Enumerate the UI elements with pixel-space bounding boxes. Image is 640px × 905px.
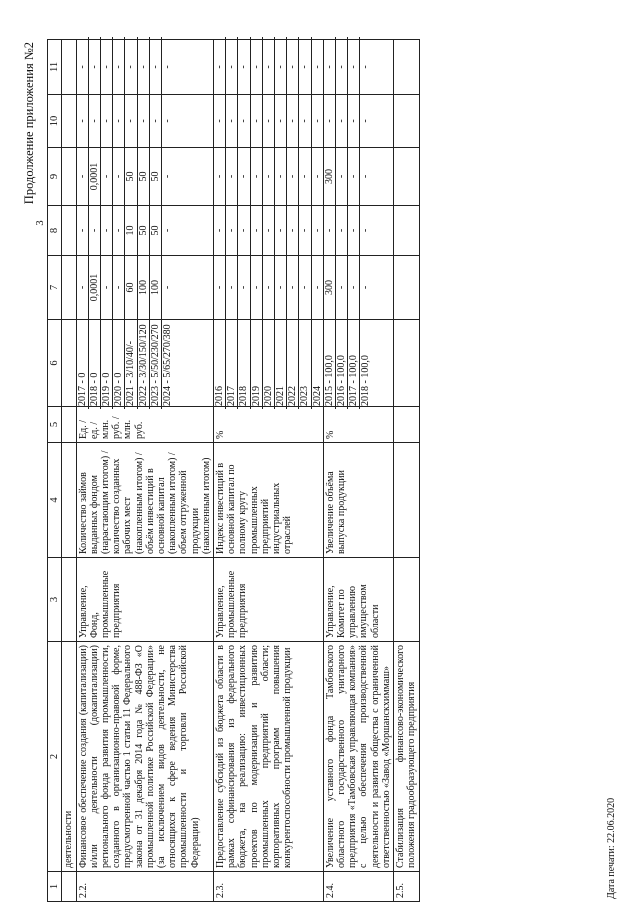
col7-values-value: - (113, 253, 125, 322)
unit: Ед. / ед. / млн. руб. / млн. руб. (76, 406, 213, 442)
group-header-row (34, 39, 48, 901)
col9-values-value: 50 (138, 145, 150, 208)
table-row (394, 39, 419, 901)
col9-values-value: - (226, 145, 238, 208)
years-values-value: 2022 (287, 317, 299, 409)
col10-values-value: - (275, 92, 287, 150)
executor: Управление, Фонд, промышленные предприятия (76, 558, 213, 642)
col7-values (62, 255, 76, 319)
continuation-label: Продолжение приложения №2 (22, 42, 36, 205)
column-numbers-row (48, 39, 62, 901)
col7-values-value: - (299, 253, 311, 322)
executor: Управление, промышленные предприятия (214, 558, 324, 642)
col11-values (323, 39, 393, 94)
col9-values-value: - (238, 145, 250, 208)
col-num-6: 6 (48, 319, 62, 406)
unit: % (214, 406, 324, 442)
col-num-7: 7 (48, 255, 62, 319)
years-values-value: 2021 - 3/10/40/- (125, 317, 137, 409)
col9-values-value: - (251, 145, 263, 208)
col9-values (394, 147, 419, 205)
measure-name: Финансовое обеспечение создания (капитализации) и/или деятельности (докапитализации) регионального фонда развития промышленности, созданного в организационно-правовой форме, предусмотренной частью 1 статьи 11 Федерального закона от 31 декабря 2014 года № 488-ФЗ «О промышленной политике Российской Федерации» (за исключением видов деятельности, не относящихся к сфере ведения Министерства промышленности и торговли Российской Федерации) (76, 642, 213, 872)
col11-values-value: - (299, 37, 311, 97)
col9-values-value: 0,0001 (89, 145, 101, 208)
table-body (62, 39, 419, 901)
years-values-value: 2018 (238, 317, 250, 409)
col10-values-value: - (324, 92, 336, 150)
unit: % (323, 406, 393, 442)
indicator: Индекс инвестиций в основной капитал по полному кругу промышленных предприятий индустриальных отраслей (214, 443, 324, 558)
col10-values-value: - (360, 119, 372, 123)
measure-name: Предоставление субсидий из бюджета области в рамках софинансирования из федерального бюджета, на реализацию: инвестиционных проектов по модернизации и развитию промышленных предприятий области; корпоративных программ повышения конкурентоспособности промышленной продукции (214, 642, 324, 872)
col11-values-value: - (324, 37, 336, 97)
col-num-4: 4 (48, 443, 62, 558)
col7-values-value: 100 (138, 253, 150, 322)
col8-values (394, 205, 419, 255)
col7-values (394, 255, 419, 319)
col10-values-value: - (150, 92, 162, 150)
col9-values-value: - (299, 145, 311, 208)
col11-values-value: - (113, 37, 125, 97)
col-num-5: 5 (48, 406, 62, 442)
measure-name: деятельности (62, 642, 76, 872)
col9-values-value: - (336, 145, 348, 208)
years-values-value: 2024 - 5/65/270/380 (162, 324, 174, 406)
indicator: Количество займов выданных фондом (нарастающим итогом) / количество созданных рабочих мест (накопленным итогом) / объём инвестиций в основной капитал (накопленным итогом) / объем отгруженной продукции (накопленным итогом) (76, 443, 213, 558)
col8-values-value: - (275, 203, 287, 258)
col11-values-value: - (238, 37, 250, 97)
col7-values-value: - (275, 253, 287, 322)
col8-values-value: - (336, 203, 348, 258)
col7-values-value: - (251, 253, 263, 322)
row-number (62, 872, 76, 902)
col11-values-value: - (214, 37, 226, 97)
row-number: 2.2. (76, 872, 213, 902)
col11-values-value: - (89, 37, 101, 97)
col11-values-value: - (360, 65, 372, 69)
years-values-value: 2023 (299, 317, 311, 409)
col11-values (394, 39, 419, 94)
unit (394, 406, 419, 442)
col10-values-value: - (138, 92, 150, 150)
years-values (214, 319, 324, 406)
col9-values-value: - (214, 145, 226, 208)
col10-values-value: - (336, 92, 348, 150)
col8-values-value: - (360, 228, 372, 233)
indicator: Увеличение объёма выпуска продукции (323, 443, 393, 558)
col8-values-value: - (77, 203, 89, 258)
col9-values-value: 50 (150, 145, 162, 208)
col9-values (214, 147, 324, 205)
col7-values-value: - (336, 253, 348, 322)
table-row (62, 39, 76, 901)
years-values-value: 2020 - 0 (113, 317, 125, 409)
years-values-value: 2019 (251, 317, 263, 409)
col9-values-value: - (311, 174, 323, 179)
years-values (394, 319, 419, 406)
col-num-2: 2 (48, 642, 62, 872)
col9-values-value: - (162, 174, 174, 179)
col11-values-value: - (101, 37, 113, 97)
table-row (76, 39, 213, 901)
col10-values-value: - (113, 92, 125, 150)
col9-values-value: - (348, 145, 360, 208)
col10-values-value: - (251, 92, 263, 150)
col10-values-value: - (89, 92, 101, 150)
col-num-1: 1 (48, 872, 62, 902)
measure-name: Увеличение уставного фонда Тамбовского областного государственного унитарного предприятия «Тамбовская управляющая компания» с целью обеспечения производственной деятельности и развития общества с ограниченной ответственностью «Завод «Моршанскхиммаш» (323, 642, 393, 872)
col9-values-value: - (275, 145, 287, 208)
col-num-9: 9 (48, 147, 62, 205)
measure-name: Стабилизация финансово-экономического положения градообразующего предприятия (394, 642, 419, 872)
col11-values-value: - (275, 37, 287, 97)
col-num-11: 11 (48, 39, 62, 94)
years-values-value: 2017 - 100,0 (348, 317, 360, 409)
col10-values-value: - (287, 92, 299, 150)
years-values-value: 2021 (275, 317, 287, 409)
row-number: 2.3. (214, 872, 324, 902)
col11-values (76, 39, 213, 94)
row-number: 2.5. (394, 872, 419, 902)
col10-values-value: - (311, 119, 323, 123)
col8-values-value: 10 (125, 203, 137, 258)
col11-values (62, 39, 76, 94)
col10-values-value: - (214, 92, 226, 150)
indicator (62, 443, 76, 558)
col10-values-value: - (226, 92, 238, 150)
col7-values-value: - (214, 253, 226, 322)
col9-values-value: 300 (324, 145, 336, 208)
years-values-value: 2018 - 0 (89, 317, 101, 409)
years-values (323, 319, 393, 406)
years-values-value: 2016 - 100,0 (336, 317, 348, 409)
col8-values-value: - (348, 203, 360, 258)
col8-values-value: - (89, 203, 101, 258)
col8-values-value: - (214, 203, 226, 258)
col9-values-value: - (113, 145, 125, 208)
col11-values-value: - (348, 37, 360, 97)
col7-values-value: 100 (150, 253, 162, 322)
years-values-value: 2016 (214, 317, 226, 409)
years-values-value: 2017 (226, 317, 238, 409)
col11-values-value: - (162, 65, 174, 69)
col8-values-value: - (263, 203, 275, 258)
col11-values-value: - (77, 37, 89, 97)
col11-values-value: - (336, 37, 348, 97)
col7-values-value: 0,0001 (89, 253, 101, 322)
col7-values-value: - (101, 253, 113, 322)
col8-values (323, 205, 393, 255)
col8-values-value: - (324, 203, 336, 258)
years-values-value: 2022 - 3/30/150/120 (138, 317, 150, 409)
col7-values (214, 255, 324, 319)
col10-values (323, 94, 393, 147)
col10-values (76, 94, 213, 147)
print-date: Дата печати: 22.06.2020 (606, 797, 617, 899)
years-values-value: 2023 - 5/50/230/270 (150, 317, 162, 409)
years-values-value: 2019 - 0 (101, 317, 113, 409)
col8-values (62, 205, 76, 255)
col8-values-value: - (299, 203, 311, 258)
col11-values (214, 39, 324, 94)
col11-values-value: - (138, 37, 150, 97)
col7-values (323, 255, 393, 319)
table-row (323, 39, 393, 901)
years-values-value: 2015 - 100,0 (324, 317, 336, 409)
col8-values-value: - (101, 203, 113, 258)
col7-values-value: - (77, 253, 89, 322)
col7-values-value: 60 (125, 253, 137, 322)
col8-values-value: 50 (150, 203, 162, 258)
years-values-value: 2024 (311, 385, 323, 406)
years-values (76, 319, 213, 406)
col10-values-value: - (263, 92, 275, 150)
col10-values-value: - (101, 92, 113, 150)
col8-values-value: - (238, 203, 250, 258)
table-row (214, 39, 324, 901)
col10-values-value: - (77, 92, 89, 150)
col8-values-value: - (162, 228, 174, 233)
col11-values-value: - (150, 37, 162, 97)
col10-values (214, 94, 324, 147)
executor: Управление, Комитет по управлению имуществом области (323, 558, 393, 642)
group-header: 3 (35, 220, 46, 226)
col10-values (394, 94, 419, 147)
col7-values-value: - (311, 285, 323, 290)
col-num-3: 3 (48, 558, 62, 642)
col9-values-value: - (287, 145, 299, 208)
col8-values-value: - (226, 203, 238, 258)
col-num-10: 10 (48, 94, 62, 147)
col9-values-value: - (101, 145, 113, 208)
col9-values-value: - (263, 145, 275, 208)
years-values (62, 319, 76, 406)
col10-values-value: - (299, 92, 311, 150)
col11-values-value: - (125, 37, 137, 97)
col8-values-value: - (311, 228, 323, 233)
col-num-8: 8 (48, 205, 62, 255)
years-values-value: 2020 (263, 317, 275, 409)
col7-values (76, 255, 213, 319)
col7-values-value: - (263, 253, 275, 322)
col7-values-value: - (348, 253, 360, 322)
col7-values-value: - (238, 253, 250, 322)
col9-values (62, 147, 76, 205)
col7-values-value: - (287, 253, 299, 322)
col7-values-value: 300 (324, 253, 336, 322)
header-spacer (34, 406, 48, 901)
row-number: 2.4. (323, 872, 393, 902)
col8-values-value: 50 (138, 203, 150, 258)
unit (62, 406, 76, 442)
col11-values-value: - (251, 37, 263, 97)
col11-values-value: - (226, 37, 238, 97)
col9-values (76, 147, 213, 205)
executor (62, 558, 76, 642)
col7-values-value: - (360, 285, 372, 290)
col10-values (62, 94, 76, 147)
col10-values-value: - (162, 119, 174, 123)
col7-values-value: - (226, 253, 238, 322)
col11-values-value: - (311, 65, 323, 69)
col11-values-value: - (287, 37, 299, 97)
col10-values-value: - (238, 92, 250, 150)
col9-values-value: 50 (125, 145, 137, 208)
col8-values-value: - (251, 203, 263, 258)
col8-values-value: - (113, 203, 125, 258)
col10-values-value: - (125, 92, 137, 150)
col8-values-value: - (287, 203, 299, 258)
indicator (394, 443, 419, 558)
program-table (34, 39, 420, 902)
col10-values-value: - (348, 92, 360, 150)
years-values-value: 2017 - 0 (77, 317, 89, 409)
executor (394, 558, 419, 642)
col9-values-value: - (77, 145, 89, 208)
col9-values (323, 147, 393, 205)
col8-values (76, 205, 213, 255)
col11-values-value: - (263, 37, 275, 97)
col9-values-value: - (360, 174, 372, 179)
col7-values-value: - (162, 285, 174, 290)
col8-values (214, 205, 324, 255)
years-values-value: 2018 - 100,0 (360, 355, 372, 406)
